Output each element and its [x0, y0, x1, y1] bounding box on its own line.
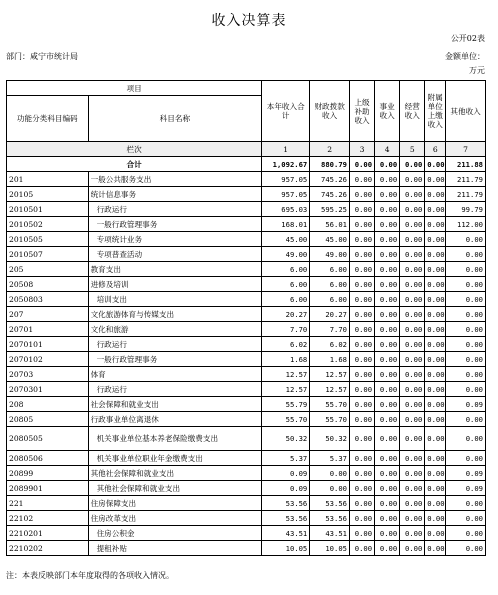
row-value: 50.32 — [310, 427, 350, 451]
row-value: 745.26 — [310, 172, 350, 187]
row-value: 0.00 — [350, 337, 375, 352]
row-name: 社会保障和就业支出 — [88, 397, 262, 412]
row-value: 0.00 — [425, 367, 446, 382]
department-label: 部门：咸宁市统计局 — [6, 52, 78, 61]
row-value: 0.00 — [350, 481, 375, 496]
row-value: 6.00 — [310, 277, 350, 292]
row-value: 211.79 — [446, 172, 486, 187]
lanci-num: 5 — [400, 142, 425, 157]
table-row — [7, 382, 486, 397]
row-value: 0.00 — [400, 541, 425, 556]
row-name: 统计信息事务 — [88, 187, 262, 202]
row-code: 2070102 — [7, 352, 89, 367]
row-code: 2070101 — [7, 337, 89, 352]
table-row — [7, 232, 486, 247]
row-value: 0.00 — [310, 481, 350, 496]
lanci-num: 6 — [425, 142, 446, 157]
row-value: 0.00 — [350, 187, 375, 202]
row-value: 0.00 — [375, 277, 400, 292]
row-code: 20701 — [7, 322, 89, 337]
row-value: 53.56 — [262, 496, 310, 511]
table-row — [7, 337, 486, 352]
lanci-num: 3 — [350, 142, 375, 157]
row-code: 2010507 — [7, 247, 89, 262]
total-cell: 0.00 — [375, 157, 400, 172]
row-value: 55.70 — [310, 412, 350, 427]
row-value: 5.37 — [262, 451, 310, 466]
row-value: 53.56 — [310, 511, 350, 526]
row-value: 0.00 — [425, 541, 446, 556]
row-value: 0.00 — [446, 277, 486, 292]
row-value: 0.00 — [400, 526, 425, 541]
row-value: 0.00 — [375, 541, 400, 556]
row-value: 0.00 — [400, 412, 425, 427]
table-row — [7, 277, 486, 292]
row-value: 0.00 — [425, 262, 446, 277]
row-value: 0.00 — [400, 382, 425, 397]
row-code: 221 — [7, 496, 89, 511]
row-value: 0.00 — [446, 322, 486, 337]
row-value: 0.00 — [350, 526, 375, 541]
row-value: 0.00 — [446, 367, 486, 382]
row-code: 208 — [7, 397, 89, 412]
row-value: 0.00 — [400, 292, 425, 307]
table-row — [7, 481, 486, 496]
header-code: 功能分类科目编码 — [7, 96, 89, 142]
row-value: 0.00 — [425, 322, 446, 337]
row-name: 住房改革支出 — [88, 511, 262, 526]
row-value: 0.00 — [446, 292, 486, 307]
unit-label: 金额单位：万元 — [445, 52, 485, 75]
row-value: 0.00 — [425, 307, 446, 322]
row-value: 0.00 — [350, 352, 375, 367]
row-value: 0.00 — [425, 202, 446, 217]
row-value: 49.00 — [262, 247, 310, 262]
row-value: 0.00 — [446, 451, 486, 466]
table-row — [7, 451, 486, 466]
lanci-num: 1 — [262, 142, 310, 157]
row-value: 0.00 — [375, 367, 400, 382]
row-value: 0.00 — [375, 397, 400, 412]
row-value: 0.00 — [375, 307, 400, 322]
header-business-income: 事业收入 — [375, 81, 400, 142]
total-cell: 0.00 — [425, 157, 446, 172]
row-name: 体育 — [88, 367, 262, 382]
row-value: 43.51 — [262, 526, 310, 541]
row-value: 43.51 — [310, 526, 350, 541]
table-row — [7, 367, 486, 382]
row-value: 0.00 — [446, 262, 486, 277]
header-subsidiary-income: 附属单位上缴收入 — [425, 81, 446, 142]
row-value: 211.79 — [446, 187, 486, 202]
row-name: 一般行政管理事务 — [88, 352, 262, 367]
row-code: 2010502 — [7, 217, 89, 232]
row-value: 0.00 — [375, 481, 400, 496]
row-value: 0.00 — [350, 511, 375, 526]
row-value: 0.00 — [400, 451, 425, 466]
row-value: 0.00 — [400, 232, 425, 247]
income-table — [6, 80, 486, 556]
row-value: 0.00 — [350, 382, 375, 397]
row-name: 教育支出 — [88, 262, 262, 277]
row-value: 0.09 — [262, 466, 310, 481]
row-value: 0.00 — [446, 337, 486, 352]
row-value: 0.00 — [350, 292, 375, 307]
row-value: 50.32 — [262, 427, 310, 451]
lanci-num: 4 — [375, 142, 400, 157]
row-value: 0.00 — [400, 427, 425, 451]
row-value: 0.00 — [425, 496, 446, 511]
row-value: 0.00 — [350, 172, 375, 187]
table-row — [7, 427, 486, 451]
row-code: 201 — [7, 172, 89, 187]
total-cell: 880.79 — [310, 157, 350, 172]
row-value: 0.00 — [446, 541, 486, 556]
row-value: 7.70 — [310, 322, 350, 337]
row-value: 0.00 — [375, 292, 400, 307]
table-row — [7, 307, 486, 322]
row-code: 2080506 — [7, 451, 89, 466]
row-code: 2080505 — [7, 427, 89, 451]
row-value: 0.00 — [375, 451, 400, 466]
header-name: 科目名称 — [88, 96, 262, 142]
table-row — [7, 511, 486, 526]
row-value: 0.00 — [350, 541, 375, 556]
row-value: 5.37 — [310, 451, 350, 466]
row-name: 一般公共服务支出 — [88, 172, 262, 187]
row-value: 0.00 — [400, 367, 425, 382]
row-value: 55.79 — [262, 397, 310, 412]
row-value: 0.00 — [446, 511, 486, 526]
row-value: 53.56 — [310, 496, 350, 511]
row-value: 0.00 — [350, 451, 375, 466]
row-value: 0.00 — [375, 511, 400, 526]
table-row — [7, 202, 486, 217]
row-value: 0.00 — [425, 382, 446, 397]
row-value: 53.56 — [262, 511, 310, 526]
row-value: 55.70 — [310, 397, 350, 412]
row-value: 112.00 — [446, 217, 486, 232]
row-name: 其他社会保障和就业支出 — [88, 466, 262, 481]
row-value: 0.00 — [400, 511, 425, 526]
row-code: 20703 — [7, 367, 89, 382]
row-value: 695.03 — [262, 202, 310, 217]
row-value: 12.57 — [262, 367, 310, 382]
total-cell: 1,092.67 — [262, 157, 310, 172]
header-operating-income: 经营收入 — [400, 81, 425, 142]
row-code: 20105 — [7, 187, 89, 202]
row-value: 168.01 — [262, 217, 310, 232]
table-row — [7, 541, 486, 556]
row-value: 0.00 — [375, 427, 400, 451]
row-value: 0.00 — [375, 496, 400, 511]
total-cell: 211.88 — [446, 157, 486, 172]
table-row — [7, 187, 486, 202]
row-value: 0.09 — [446, 481, 486, 496]
row-value: 745.26 — [310, 187, 350, 202]
row-value: 0.00 — [350, 247, 375, 262]
row-value: 45.00 — [310, 232, 350, 247]
row-value: 0.00 — [375, 382, 400, 397]
row-value: 0.09 — [446, 397, 486, 412]
row-value: 595.25 — [310, 202, 350, 217]
row-code: 2010501 — [7, 202, 89, 217]
row-value: 0.00 — [425, 292, 446, 307]
row-value: 0.00 — [350, 232, 375, 247]
row-code: 20508 — [7, 277, 89, 292]
row-value: 0.00 — [425, 247, 446, 262]
row-value: 0.00 — [425, 397, 446, 412]
header-fiscal-income: 财政拨款收入 — [310, 81, 350, 142]
row-value: 0.00 — [446, 526, 486, 541]
row-value: 0.00 — [375, 232, 400, 247]
row-code: 2210202 — [7, 541, 89, 556]
table-row — [7, 247, 486, 262]
table-row — [7, 292, 486, 307]
row-code: 2010505 — [7, 232, 89, 247]
table-row — [7, 466, 486, 481]
row-value: 20.27 — [310, 307, 350, 322]
footnote: 注：本表反映部门本年度取得的各项收入情况。 — [6, 571, 174, 580]
row-value: 1.68 — [310, 352, 350, 367]
row-value: 0.00 — [400, 247, 425, 262]
row-value: 0.00 — [400, 337, 425, 352]
row-value: 0.09 — [262, 481, 310, 496]
row-code: 205 — [7, 262, 89, 277]
row-value: 6.02 — [310, 337, 350, 352]
row-value: 0.00 — [350, 496, 375, 511]
row-value: 56.01 — [310, 217, 350, 232]
row-value: 0.00 — [350, 307, 375, 322]
row-value: 12.57 — [310, 367, 350, 382]
row-value: 0.00 — [375, 412, 400, 427]
row-value: 0.00 — [425, 352, 446, 367]
row-name: 机关事业单位职业年金缴费支出 — [88, 451, 262, 466]
row-value: 0.00 — [425, 172, 446, 187]
row-value: 0.00 — [400, 397, 425, 412]
row-code: 2210201 — [7, 526, 89, 541]
row-value: 0.00 — [375, 217, 400, 232]
table-row — [7, 397, 486, 412]
total-label: 合计 — [7, 157, 262, 172]
row-value: 6.00 — [262, 262, 310, 277]
header-total-income: 本年收入合计 — [262, 81, 310, 142]
row-value: 0.00 — [400, 172, 425, 187]
row-value: 0.00 — [400, 466, 425, 481]
row-value: 0.00 — [425, 217, 446, 232]
row-value: 55.70 — [262, 412, 310, 427]
row-value: 6.00 — [310, 262, 350, 277]
row-code: 2070301 — [7, 382, 89, 397]
row-value: 0.00 — [425, 277, 446, 292]
lanci-num: 7 — [446, 142, 486, 157]
row-value: 99.79 — [446, 202, 486, 217]
row-value: 0.00 — [350, 322, 375, 337]
row-value: 10.05 — [262, 541, 310, 556]
row-value: 0.00 — [446, 352, 486, 367]
form-code: 公开02表 — [450, 34, 485, 43]
row-code: 20805 — [7, 412, 89, 427]
row-name: 文化旅游体育与传媒支出 — [88, 307, 262, 322]
row-value: 0.00 — [350, 202, 375, 217]
row-name: 行政运行 — [88, 202, 262, 217]
row-value: 0.00 — [400, 481, 425, 496]
row-value: 0.00 — [375, 187, 400, 202]
row-name: 一般行政管理事务 — [88, 217, 262, 232]
row-value: 0.00 — [400, 202, 425, 217]
row-value: 0.00 — [375, 322, 400, 337]
row-value: 12.57 — [262, 382, 310, 397]
row-value: 0.00 — [400, 262, 425, 277]
header-superior-subsidy: 上级补助收入 — [350, 81, 375, 142]
row-value: 0.00 — [375, 172, 400, 187]
row-value: 0.00 — [375, 526, 400, 541]
row-value: 0.00 — [375, 352, 400, 367]
total-cell: 0.00 — [350, 157, 375, 172]
row-value: 0.00 — [375, 466, 400, 481]
row-value: 0.00 — [400, 217, 425, 232]
row-value: 0.00 — [400, 307, 425, 322]
row-value: 49.00 — [310, 247, 350, 262]
row-value: 0.00 — [425, 427, 446, 451]
row-code: 207 — [7, 307, 89, 322]
row-value: 0.00 — [310, 466, 350, 481]
row-value: 0.00 — [375, 202, 400, 217]
row-value: 0.00 — [350, 397, 375, 412]
row-value: 0.00 — [400, 277, 425, 292]
lanci-label: 栏次 — [7, 142, 262, 157]
table-row — [7, 172, 486, 187]
row-value: 0.00 — [375, 247, 400, 262]
row-value: 0.00 — [425, 412, 446, 427]
row-name: 行政事业单位离退休 — [88, 412, 262, 427]
row-name: 住房公积金 — [88, 526, 262, 541]
row-value: 0.00 — [425, 466, 446, 481]
row-name: 专项统计业务 — [88, 232, 262, 247]
table-row — [7, 526, 486, 541]
row-value: 0.00 — [446, 382, 486, 397]
row-value: 45.00 — [262, 232, 310, 247]
row-value: 0.00 — [400, 187, 425, 202]
row-name: 机关事业单位基本养老保险缴费支出 — [88, 427, 262, 451]
row-value: 0.00 — [375, 337, 400, 352]
row-value: 0.00 — [425, 337, 446, 352]
total-cell: 0.00 — [400, 157, 425, 172]
row-value: 0.00 — [425, 526, 446, 541]
row-name: 提租补贴 — [88, 541, 262, 556]
row-value: 0.00 — [425, 511, 446, 526]
row-name: 住房保障支出 — [88, 496, 262, 511]
row-code: 2050803 — [7, 292, 89, 307]
row-code: 20899 — [7, 466, 89, 481]
header-item: 项目 — [7, 81, 262, 96]
row-value: 0.00 — [400, 352, 425, 367]
row-name: 其他社会保障和就业支出 — [88, 481, 262, 496]
row-name: 专项普查活动 — [88, 247, 262, 262]
row-value: 10.05 — [310, 541, 350, 556]
table-row — [7, 352, 486, 367]
row-name: 进修及培训 — [88, 277, 262, 292]
row-value: 0.00 — [400, 322, 425, 337]
table-row — [7, 496, 486, 511]
row-value: 957.05 — [262, 187, 310, 202]
row-value: 0.00 — [375, 262, 400, 277]
row-value: 0.00 — [425, 232, 446, 247]
table-row — [7, 262, 486, 277]
row-value: 12.57 — [310, 382, 350, 397]
row-value: 6.00 — [262, 277, 310, 292]
row-value: 6.00 — [262, 292, 310, 307]
row-name: 行政运行 — [88, 337, 262, 352]
row-code: 22102 — [7, 511, 89, 526]
row-value: 7.70 — [262, 322, 310, 337]
page-title: 收入决算表 — [211, 13, 287, 29]
row-value: 1.68 — [262, 352, 310, 367]
row-value: 0.00 — [350, 262, 375, 277]
row-value: 0.00 — [425, 187, 446, 202]
row-value: 0.00 — [446, 412, 486, 427]
row-value: 0.00 — [446, 232, 486, 247]
row-value: 0.00 — [350, 412, 375, 427]
row-value: 0.09 — [446, 466, 486, 481]
row-value: 0.00 — [425, 481, 446, 496]
lanci-num: 2 — [310, 142, 350, 157]
row-value: 0.00 — [350, 427, 375, 451]
table-row — [7, 322, 486, 337]
table-row — [7, 217, 486, 232]
row-name: 行政运行 — [88, 382, 262, 397]
row-value: 0.00 — [350, 277, 375, 292]
row-value: 6.00 — [310, 292, 350, 307]
row-name: 培训支出 — [88, 292, 262, 307]
row-value: 0.00 — [350, 217, 375, 232]
row-value: 0.00 — [446, 307, 486, 322]
row-value: 0.00 — [350, 367, 375, 382]
row-name: 文化和旅游 — [88, 322, 262, 337]
row-value: 0.00 — [425, 451, 446, 466]
row-value: 0.00 — [350, 466, 375, 481]
row-value: 957.05 — [262, 172, 310, 187]
row-value: 0.00 — [400, 496, 425, 511]
row-value: 6.02 — [262, 337, 310, 352]
row-value: 0.00 — [446, 427, 486, 451]
header-other-income: 其他收入 — [446, 81, 486, 142]
table-row — [7, 412, 486, 427]
row-value: 0.00 — [446, 247, 486, 262]
row-code: 2089901 — [7, 481, 89, 496]
row-value: 20.27 — [262, 307, 310, 322]
row-value: 0.00 — [446, 496, 486, 511]
